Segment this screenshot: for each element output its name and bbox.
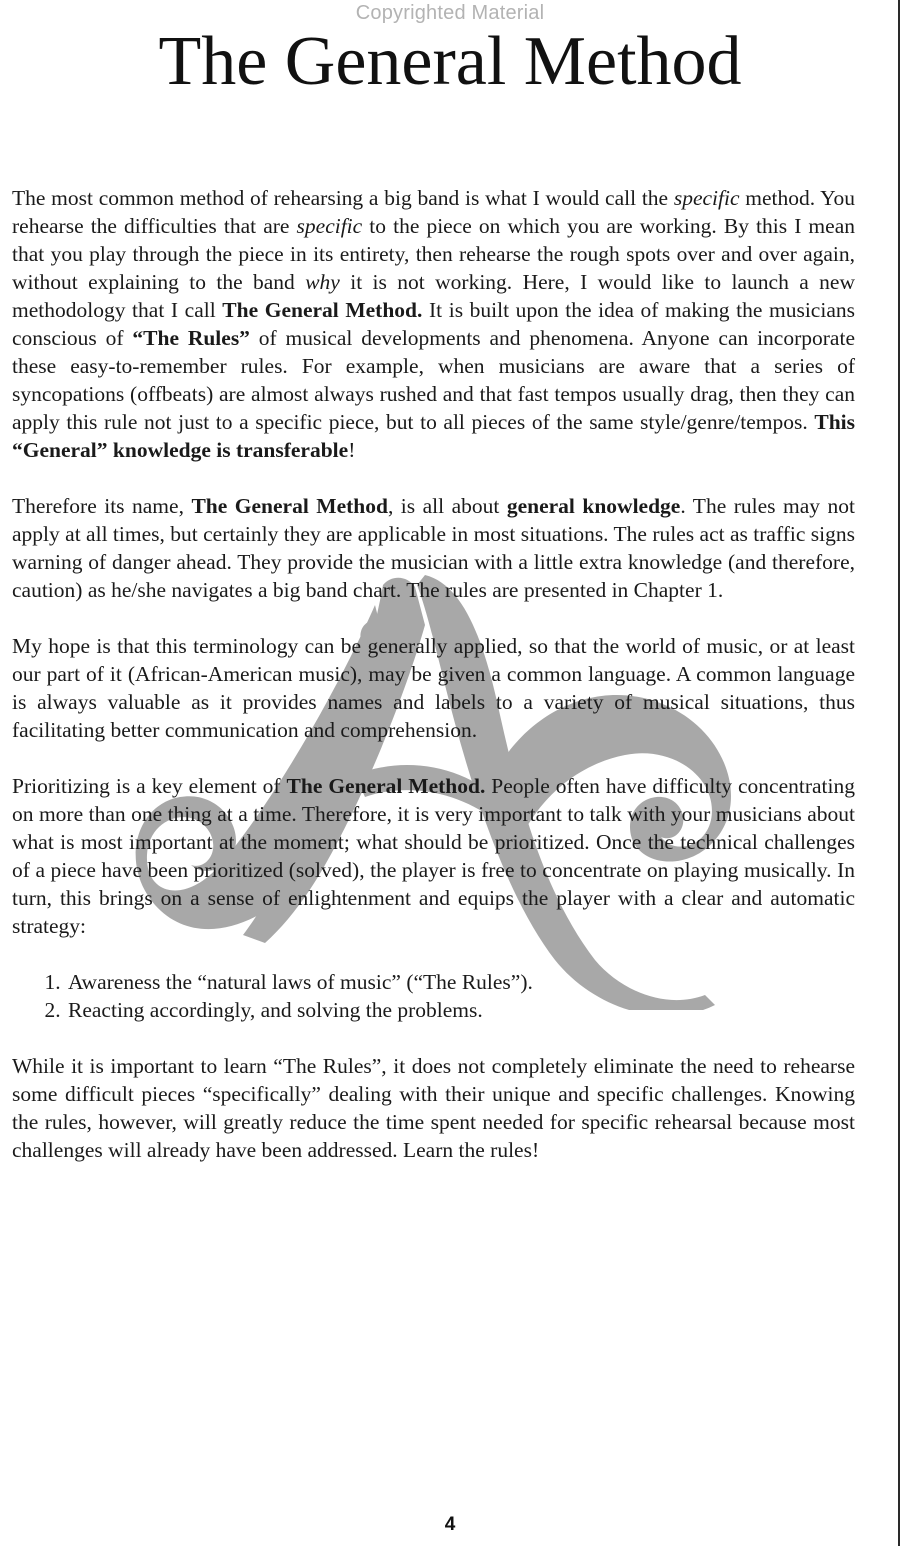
italic-text: why: [305, 270, 340, 294]
bold-text: The General Method.: [222, 298, 423, 322]
bold-text: This “General” knowledge is transferable: [12, 410, 855, 462]
text-run: to the piece on which you are working. By this I mean that you play through the piece in its entirety, then rehearse the rough spots over and over again, without explaining to the band: [12, 214, 855, 294]
bold-text: The General Method.: [286, 774, 486, 798]
list-item: 2. Reacting accordingly, and solving the problems.: [66, 996, 855, 1024]
text-run: , is all about: [387, 494, 507, 518]
text-run: Prioritizing is a key element of: [12, 774, 287, 798]
numbered-list: [12, 968, 855, 1024]
text-run: of musical developments and phenomena. Anyone can incorporate these easy-to-remember rules. For example, when musicians are aware that a series of syncopations (offbeats) are almost always rushed and that fast tempos usually drag, then they can apply this rule not just to a specific piece, but to all pieces of the same style/genre/tempos.: [12, 326, 855, 434]
list-item: 1. Awareness the “natural laws of music” (“The Rules”).: [66, 968, 855, 996]
text-run: The most common method of rehearsing a big band is what I would call the: [12, 186, 674, 210]
text-run: It is built upon the idea of making the musicians conscious of: [12, 298, 855, 350]
text-run: My hope is that this terminology can be generally applied, so that the world of music, or at least our part of it (African-American music), may be given a common language. A common language is always valuable as it provides names and labels to a variety of musical situations, thus facilitating better communication and comprehension.: [12, 634, 855, 742]
text-run: !: [348, 438, 356, 462]
text-run: it is not working. Here, I would like to launch a new methodology that I call: [12, 270, 855, 322]
closing-paragraph: While it is important to learn “The Rules”, it does not completely eliminate the need to rehearse some difficult pieces “specifically” dealing with their unique and specific challenges. Knowing the rules, however, will greatly reduce the time spent needed for specific rehearsal because most challenges will already have been addressed. Learn the rules!: [12, 1054, 855, 1162]
page-number: 4: [444, 1514, 456, 1535]
italic-text: specific: [673, 186, 740, 210]
italic-text: specific: [296, 214, 363, 238]
paragraph: [12, 492, 855, 604]
text-run: . The rules may not apply at all times, but certainly they are applicable in most situations. The rules act as traffic signs warning of danger ahead. They provide the musician with a little extra knowledge (and therefore, caution) as he/she navigates a big band chart. The rules are presented in Chapter 1.: [12, 494, 855, 602]
bold-text: general knowledge: [506, 494, 681, 518]
body-text: [12, 184, 855, 1192]
page-title: The General Method: [158, 23, 742, 100]
paragraph: [12, 184, 855, 464]
text-run: People often have difficulty concentrating on more than one thing at a time. Therefore, it is very important to talk with your musicians about what is most important at the moment; what should be prioritized. Once the technical challenges of a piece have been prioritized (solved), the player is free to concentrate on playing musically. In turn, this brings on a sense of enlightenment and equips the player with a clear and automatic strategy:: [12, 774, 855, 938]
text-run: method. You rehearse the difficulties that are: [12, 186, 855, 238]
paragraph: [12, 632, 855, 744]
text-run: Therefore its name,: [12, 494, 192, 518]
bold-text: The General Method: [191, 494, 388, 518]
copyright-watermark: Copyrighted Material: [355, 2, 545, 24]
bold-text: “The Rules”: [132, 326, 250, 350]
paragraph: [12, 772, 855, 940]
